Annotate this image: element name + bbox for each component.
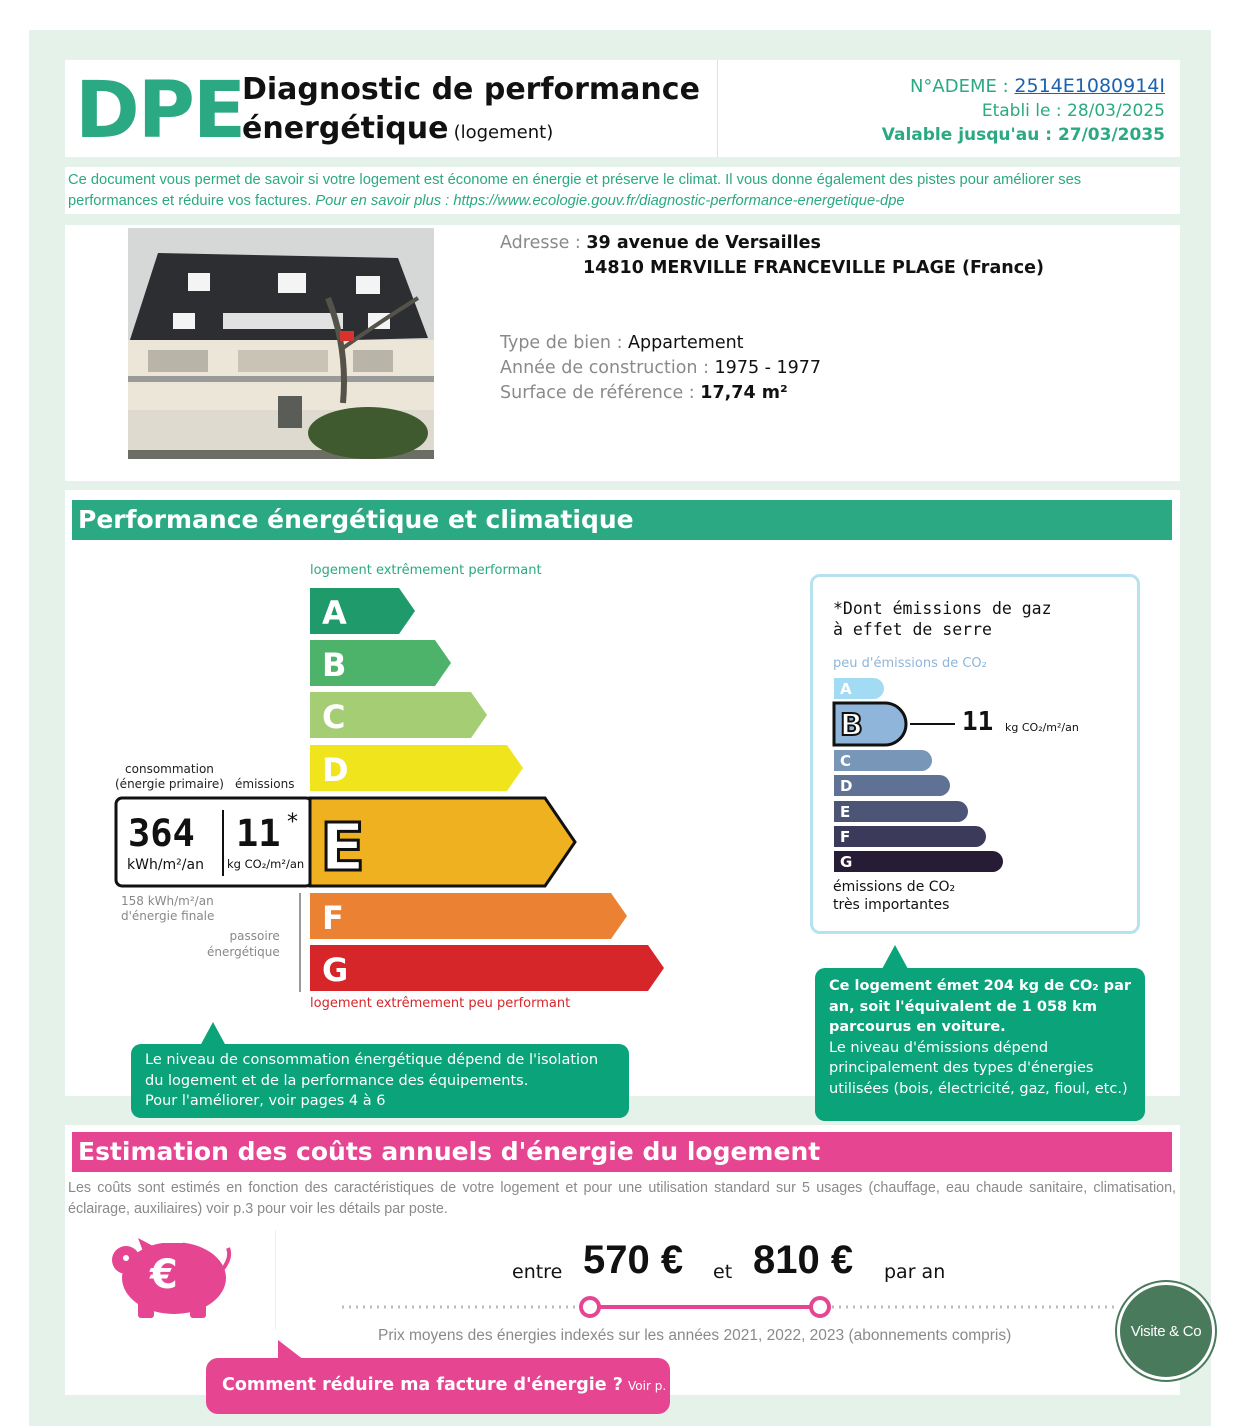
emis-value: 11 — [236, 812, 281, 855]
ges-class-d-letter: D — [840, 777, 853, 795]
reduce-bill-small: Voir p. 3 — [628, 1379, 678, 1393]
reduce-bill-button[interactable] — [206, 1358, 678, 1414]
ges-class-f-letter: F — [840, 828, 851, 846]
doc-title-line2: énergétique — [242, 111, 449, 146]
etabli-date: Etabli le : 28/03/2025 — [981, 101, 1165, 121]
reduce-bill-label: Comment réduire ma facture d'énergie ? — [222, 1375, 623, 1395]
dpe-class-a-letter: A — [322, 594, 347, 632]
type-label: Type de bien : — [500, 333, 629, 353]
ges-value: 11 — [962, 707, 994, 737]
callout-emissions — [815, 968, 1145, 1121]
performance-section-title: Performance énergétique et climatique — [72, 500, 1172, 540]
callout-left-pointer — [200, 1022, 226, 1046]
visite-co-stamp — [1117, 1282, 1215, 1380]
surface-label: Surface de référence : — [500, 383, 701, 403]
intro-text: Ce document vous permet de savoir si votre logement est économe en énergie et préserve le climat. Il vous donne également des pistes pour améliorer ses performances et réduire vos factures. — [68, 172, 1082, 209]
ges-class-c-letter: C — [840, 752, 852, 770]
ges-title: *Dont émissions de gaz à effet de serre — [833, 599, 1052, 639]
ges-class-b-letter: B — [840, 708, 863, 743]
costs-description: Les coûts sont estimés en fonction des caractéristiques de votre logement et pour une utilisation standard sur 5 usages (chauffage, eau chaude sanitaire, climatisation, éclairage, auxiliaires) voir p.3 pour voir les détails par poste. — [68, 1180, 1176, 1217]
cost-note: Prix moyens des énergies indexés sur les années 2021, 2022, 2023 (abonnements compris) — [378, 1327, 1012, 1344]
address-line2: 14810 MERVILLE FRANCEVILLE PLAGE (France) — [583, 258, 1044, 278]
year-label: Année de construction : — [500, 358, 715, 378]
dpe-class-b-letter: B — [322, 646, 347, 684]
surface-value: 17,74 m² — [700, 383, 788, 403]
ges-class-a-letter: A — [840, 680, 852, 698]
costs-divider — [275, 1230, 276, 1330]
conso-label: consommation (énergie primaire) — [115, 762, 224, 791]
conso-unit: kWh/m²/an — [127, 857, 204, 873]
ademe-label: N°ADEME : — [909, 76, 1015, 97]
passoire-note: passoire énergétique — [207, 929, 280, 959]
doc-title-line1: Diagnostic de performance — [242, 72, 700, 107]
visite-co-text: Visite & Co — [1130, 1322, 1202, 1340]
ges-class-f-bar — [834, 826, 986, 847]
emis-label: émissions — [235, 777, 295, 791]
ademe-number-link[interactable]: 2514E1080914I — [1014, 75, 1165, 97]
year-value: 1975 - 1977 — [714, 358, 822, 378]
cost-and: et — [713, 1261, 733, 1283]
piggy-bank-icon — [108, 1228, 233, 1320]
callout-emissions-text: Le niveau d'émissions dépend principalement des types d'énergies utilisées (bois, électricité, gaz, fioul, etc.) — [829, 1039, 1128, 1097]
callout-right-pointer — [882, 945, 908, 969]
cost-between: entre — [512, 1261, 563, 1283]
ges-class-g-bar — [834, 851, 1003, 872]
cost-range-bar — [340, 1294, 1120, 1320]
dpe-class-c-letter: C — [322, 698, 346, 736]
dpe-bottom-label: logement extrêmement peu performant — [310, 996, 571, 1011]
dpe-class-e-letter: E — [320, 809, 366, 886]
emis-unit: kg CO₂/m²/an — [227, 857, 305, 871]
ges-class-g-letter: G — [840, 853, 853, 871]
emis-star: * — [287, 810, 298, 835]
type-value: Appartement — [628, 333, 744, 353]
conso-value: 364 — [128, 812, 195, 855]
dpe-class-g-letter: G — [322, 951, 349, 989]
doc-title-suffix: (logement) — [453, 122, 554, 143]
callout-emissions-bold: Ce logement émet 204 kg de CO₂ par an, soit l'équivalent de 1 058 km parcourus en voiture. — [829, 978, 1132, 1035]
dpe-top-label: logement extrêmement performant — [310, 563, 542, 578]
dpe-class-f-letter: F — [322, 899, 344, 937]
ges-top-label: peu d'émissions de CO₂ — [833, 656, 987, 671]
valid-until: Valable jusqu'au : 27/03/2035 — [881, 125, 1165, 145]
cost-min: 570 € — [583, 1238, 684, 1282]
costs-section-title: Estimation des coûts annuels d'énergie du logement — [72, 1132, 1172, 1172]
address-label: Adresse : — [500, 233, 587, 253]
dpe-class-d-letter: D — [322, 751, 349, 789]
address-line1: 39 avenue de Versailles — [586, 233, 821, 253]
intro-link[interactable]: Pour en savoir plus : https://www.ecologie.gouv.fr/diagnostic-performance-energetique-dpe — [315, 193, 905, 209]
callout-consumption: Le niveau de consommation énergétique dépend de l'isolation du logement et de la performance des équipements. Pour l'améliorer, voir pages 4 à 6 — [131, 1044, 629, 1118]
euro-symbol: € — [150, 1252, 178, 1298]
dpe-class-g-bar — [310, 945, 664, 991]
ges-unit: kg CO₂/m²/an — [1005, 721, 1079, 734]
ges-class-e-bar — [834, 801, 968, 822]
ges-bottom-label: émissions de CO₂ très importantes — [833, 879, 956, 913]
ges-class-e-letter: E — [840, 803, 851, 821]
cost-max: 810 € — [753, 1238, 854, 1282]
final-energy-note: 158 kWh/m²/an d'énergie finale — [121, 894, 215, 923]
dpe-logo: DPE — [75, 66, 245, 156]
cost-per-year: par an — [884, 1261, 946, 1283]
